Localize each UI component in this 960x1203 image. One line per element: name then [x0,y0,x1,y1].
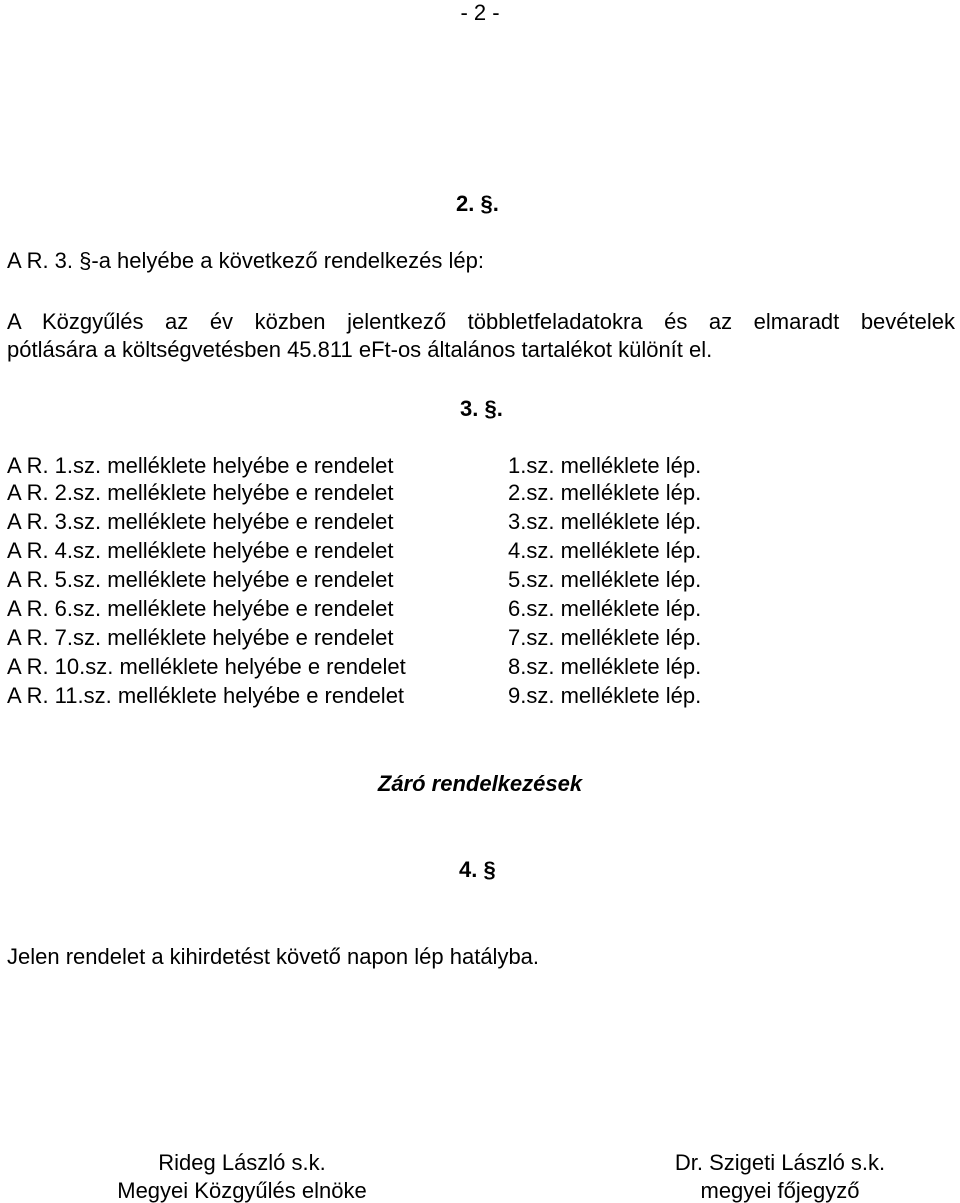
annex-row-right: 4.sz. melléklete lép. [508,538,702,563]
annex-row-right: 9.sz. melléklete lép. [508,683,702,708]
annex-row-right: 6.sz. melléklete lép. [508,596,702,621]
annex-row-right: 3.sz. melléklete lép. [508,509,702,534]
section-2-intro: A R. 3. §-a helyébe a következő rendelkezés lép: [7,248,484,273]
section-2-body-line-1: A Közgyűlés az év közben jelentkező többletfeladatokra és az elmaradt bevételek [7,309,955,334]
annex-row-left: A R. 4.sz. melléklete helyébe e rendelet [7,538,394,563]
section-2-body-line-2: pótlására a költségvetésben 45.811 eFt-os általános tartalékot különít el. [7,337,713,362]
annex-row-left: A R. 3.sz. melléklete helyébe e rendelet [7,509,394,534]
closing-provisions-title: Záró rendelkezések [377,771,583,796]
annex-row-right: 7.sz. melléklete lép. [508,625,702,650]
signature-right-title: megyei főjegyző [700,1178,860,1203]
signature-right-name: Dr. Szigeti László s.k. [674,1150,886,1175]
signature-left-title: Megyei Közgyűlés elnöke [117,1178,367,1203]
closing-text: Jelen rendelet a kihirdetést követő napon lép hatályba. [7,944,540,969]
annex-row-right: 1.sz. melléklete lép. [508,453,702,478]
page-number: - 2 - [460,0,500,25]
section-4-heading: 4. § [459,857,496,882]
annex-row-left: A R. 7.sz. melléklete helyébe e rendelet [7,625,394,650]
annex-row-right: 8.sz. melléklete lép. [508,654,702,679]
annex-row-left: A R. 2.sz. melléklete helyébe e rendelet [7,480,394,505]
signature-left-name: Rideg László s.k. [158,1150,326,1175]
annex-row-right: 5.sz. melléklete lép. [508,567,702,592]
annex-row-left: A R. 1.sz. melléklete helyébe e rendelet [7,453,394,478]
section-2-heading: 2. §. [456,191,499,216]
annex-row-right: 2.sz. melléklete lép. [508,480,702,505]
annex-row-left: A R. 10.sz. melléklete helyébe e rendelet [7,654,406,679]
section-3-heading: 3. §. [460,396,503,421]
annex-row-left: A R. 6.sz. melléklete helyébe e rendelet [7,596,394,621]
annex-row-left: A R. 11.sz. melléklete helyébe e rendelet [7,683,405,708]
annex-row-left: A R. 5.sz. melléklete helyébe e rendelet [7,567,394,592]
